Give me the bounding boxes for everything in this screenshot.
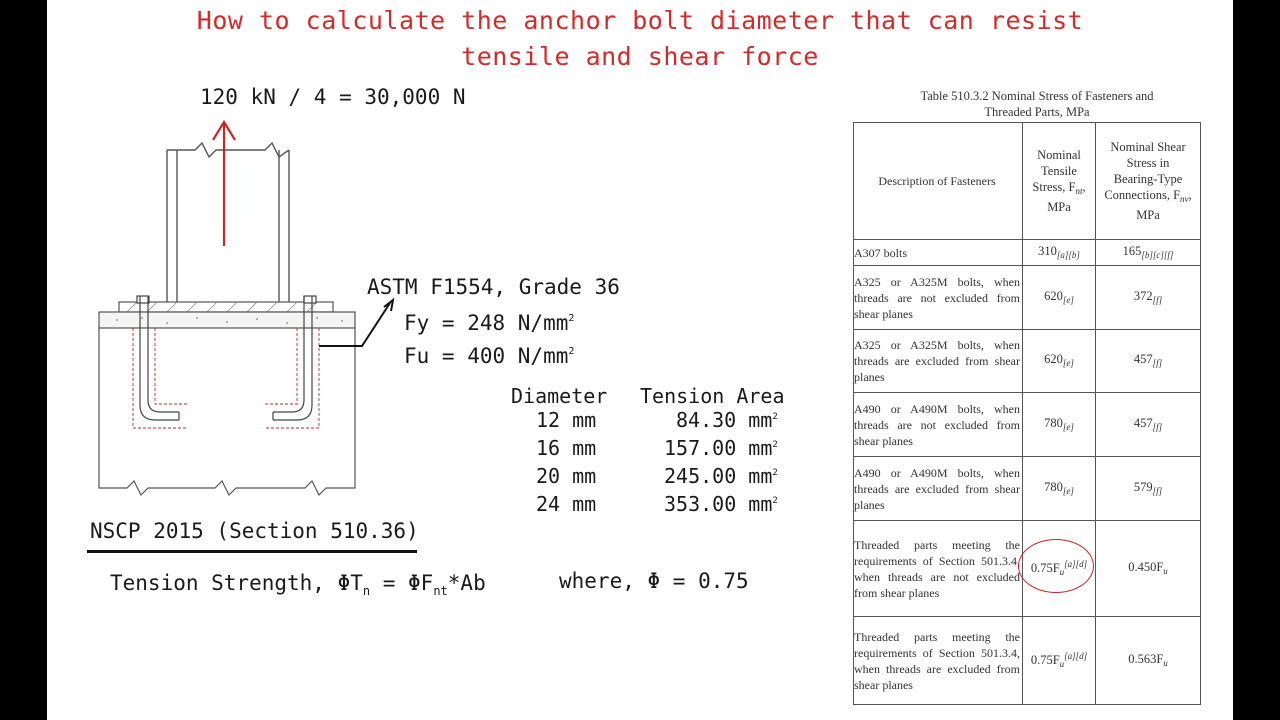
bolt-tension-area: 84.30 $mm^2$ xyxy=(676,408,778,432)
shear-stress-value: $0.450F_u$ xyxy=(1096,521,1201,617)
load-arrow xyxy=(213,122,235,246)
slide-canvas xyxy=(47,0,1233,720)
spec-table-row xyxy=(854,617,1201,705)
spec-table-row xyxy=(854,266,1201,330)
slide-title-line-2: tensile and shear force xyxy=(461,42,819,71)
load-label: 120 kN / 4 = 30,000 N xyxy=(200,85,466,109)
fastener-description: A325 or A325M bolts, when threads are not excluded from shear planes xyxy=(854,266,1023,330)
phi-value: where, Φ = 0.75 xyxy=(559,569,749,593)
bolt-diameter: 24 mm xyxy=(536,492,597,516)
spec-table-row xyxy=(854,393,1201,457)
header-tensile: Nominal Tensile Stress, $F_{nt}$, MPa xyxy=(1023,123,1096,240)
tensile-stress-value: $780_{[e]}$ xyxy=(1023,393,1096,457)
fastener-description: Threaded parts meeting the requirements of Section 501.3.4, when threads are excluded from shear planes xyxy=(854,617,1023,705)
header-description: Description of Fasteners xyxy=(854,123,1023,240)
highlight-circle xyxy=(1018,539,1094,593)
fu-value: Fu = 400 $N/mm^2$ xyxy=(404,344,575,368)
nominal-stress-table xyxy=(853,122,1201,705)
tensile-stress-value: $780_{[e]}$ xyxy=(1023,457,1096,521)
code-reference: NSCP 2015 (Section 510.36) xyxy=(90,519,419,543)
fastener-description: Threaded parts meeting the requirements of Section 501.3.4, when threads are not excluded from shear planes xyxy=(854,521,1023,617)
bolt-tension-area: 353.00 $mm^2$ xyxy=(664,492,778,516)
tensile-stress-value: $0.75F_u[a][d]$ xyxy=(1023,617,1096,705)
code-reference-underline xyxy=(87,550,417,553)
tensile-stress-value: $620_{[e]}$ xyxy=(1023,330,1096,393)
spec-table-row xyxy=(854,457,1201,521)
shear-stress-value: $579_{[f]}$ xyxy=(1096,457,1201,521)
fastener-description: A490 or A490M bolts, when threads are not excluded from shear planes xyxy=(854,393,1023,457)
material-spec: ASTM F1554, Grade 36 xyxy=(367,275,620,299)
tensile-stress-value: $620_{[e]}$ xyxy=(1023,266,1096,330)
shear-stress-value: $372_{[f]}$ xyxy=(1096,266,1201,330)
spec-table-row xyxy=(854,330,1201,393)
spec-table-row xyxy=(854,240,1201,266)
tension-formula: Tension Strength, $\Phi T_n = \Phi F_{nt}*Ab$ xyxy=(110,571,486,599)
fastener-description: A325 or A325M bolts, when threads are excluded from shear planes xyxy=(854,330,1023,393)
fastener-description: A490 or A490M bolts, when threads are excluded from shear planes xyxy=(854,457,1023,521)
bolt-header-area: Tension Area xyxy=(640,384,785,408)
shear-stress-value: $457_{[f]}$ xyxy=(1096,330,1201,393)
bolt-diameter: 20 mm xyxy=(536,464,597,488)
shear-stress-value: $0.563F_u$ xyxy=(1096,617,1201,705)
bolt-diameter: 12 mm xyxy=(536,408,597,432)
bolt-tension-area: 245.00 $mm^2$ xyxy=(664,464,778,488)
header-shear: Nominal Shear Stress in Bearing-Type Connections, $F_{nv}$, MPa xyxy=(1096,123,1201,240)
fy-value: Fy = 248 $N/mm^2$ xyxy=(404,311,575,335)
shear-stress-value: $165_{[b][c][f]}$ xyxy=(1096,240,1201,266)
shear-stress-value: $457_{[f]}$ xyxy=(1096,393,1201,457)
spec-table-header-row xyxy=(854,123,1201,240)
spec-table-caption: Table 510.3.2 Nominal Stress of Fasteners and Threaded Parts, MPa xyxy=(920,89,1154,119)
bolt-diameter: 16 mm xyxy=(536,436,597,460)
bolt-tension-area: 157.00 $mm^2$ xyxy=(664,436,778,460)
fastener-description: A307 bolts xyxy=(854,240,1023,266)
tensile-stress-value: $0.75F_u[a][d]$ xyxy=(1023,521,1096,617)
bolt-header-diameter: Diameter xyxy=(511,384,608,408)
tensile-stress-value: $310_{[a][b]}$ xyxy=(1023,240,1096,266)
slide-title-line-1: How to calculate the anchor bolt diameter that can resist xyxy=(196,6,1084,35)
